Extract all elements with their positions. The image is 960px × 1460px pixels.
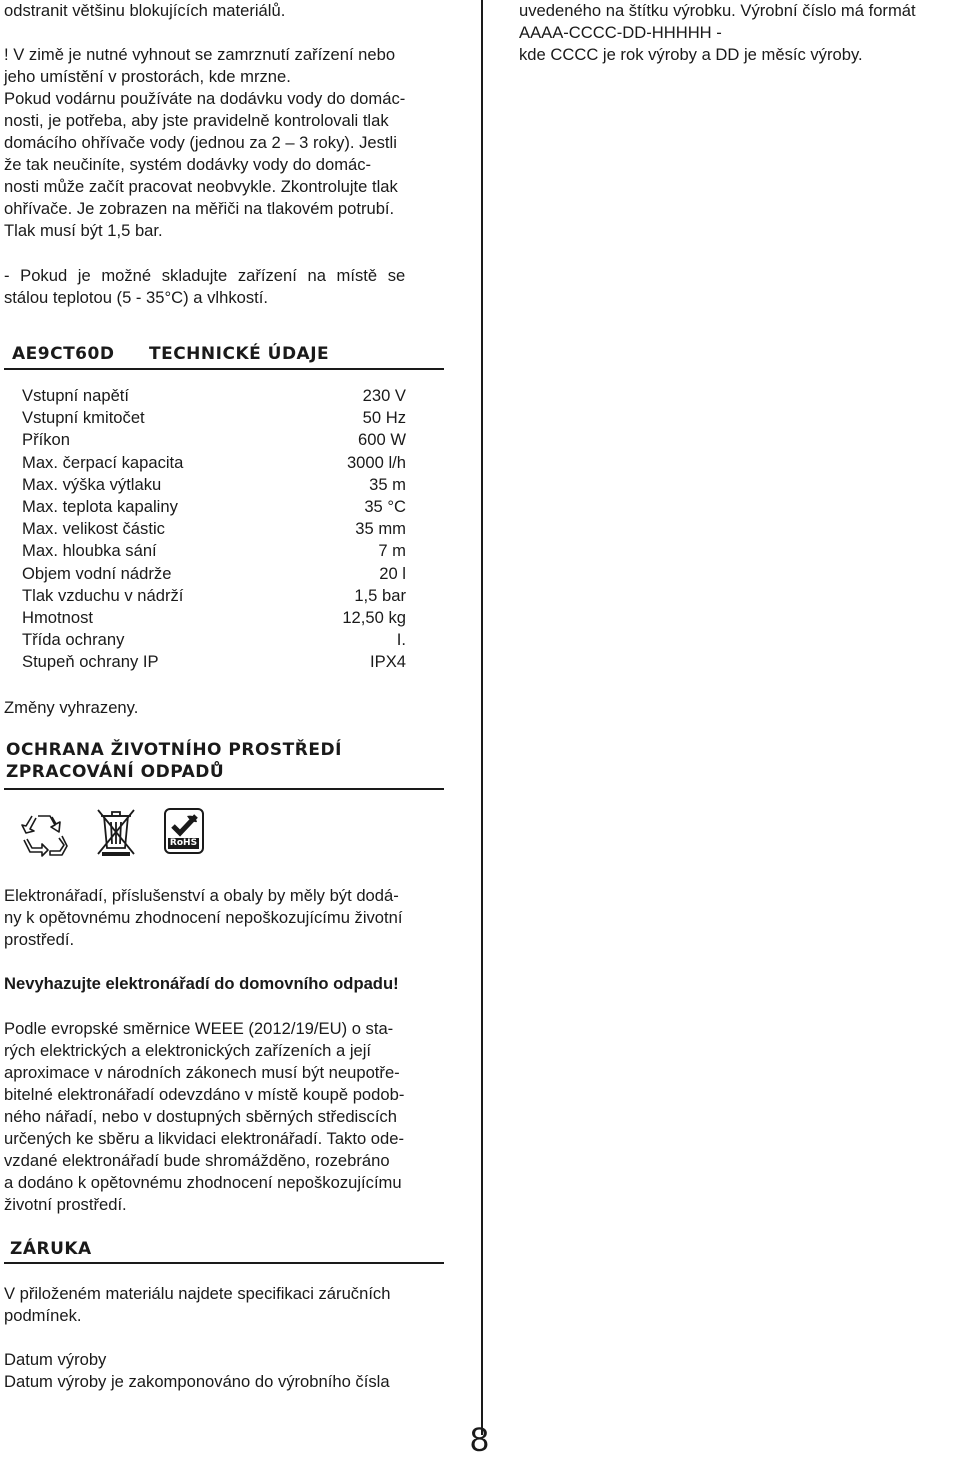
text-line: podmínek. (4, 1306, 82, 1325)
spec-row (22, 585, 406, 607)
text-line: ného nářadí, nebo v dostupných sběrných střediscích (4, 1107, 397, 1126)
production-date-text: Datum výroby je zakomponováno do výrobního čísla (4, 1372, 390, 1391)
spec-value: 230 V (362, 386, 406, 405)
text-line: prostředí. (4, 930, 75, 949)
warranty-paragraph (4, 1283, 444, 1327)
text-line: aproximace v národních zákonech musí být neupotře- (4, 1063, 400, 1082)
spec-label: Max. výška výtlaku (22, 474, 162, 494)
text-line: rých elektrických a elektronických zařízeních a její (4, 1041, 372, 1060)
text-line: bitelné elektronářadí odevzdáno v místě koupě podob- (4, 1085, 405, 1104)
text-line: uvedeného na štítku výrobku. Výrobní číslo má formát (519, 1, 916, 20)
text-line: ! V zimě je nutné vyhnout se zamrznutí zařízení nebo (4, 45, 396, 64)
recycle-icon (18, 810, 70, 862)
spec-row (22, 496, 406, 518)
spec-label: Max. hloubka sání (22, 541, 157, 561)
text-line: Tlak musí být 1,5 bar. (4, 221, 163, 240)
text-line: že tak neučiníte, systém dodávky vody do domác- (4, 155, 372, 174)
spec-label: Vstupní napětí (22, 386, 130, 405)
spec-value: IPX4 (370, 652, 406, 672)
spec-value: 1,5 bar (354, 585, 406, 605)
text-line: určených ke sběru a likvidaci elektronářadí. Takto ode- (4, 1129, 404, 1148)
spec-label: Max. čerpací kapacita (22, 452, 184, 472)
spec-label: Vstupní kmitočet (22, 408, 145, 428)
spec-value: 35 mm (355, 519, 406, 539)
column-divider (481, 0, 483, 1435)
spec-row (22, 429, 406, 451)
spec-label: Objem vodní nádrže (22, 563, 172, 583)
text-line: domácího ohřívače vody (jednou za 2 – 3 roky). Jestli (4, 133, 397, 152)
text-line: Pokud vodárnu používáte na dodávku vody do domác- (4, 89, 406, 108)
text-line: jeho umístění v prostorách, kde mrzne. (4, 67, 291, 86)
spec-row (22, 540, 406, 562)
text-line: ny k opětovnému zhodnocení nepoškozujícímu životní (4, 908, 403, 927)
text-line: nosti může začít pracovat neobvykle. Zkontrolujte tlak (4, 177, 398, 196)
spec-value: 50 Hz (362, 408, 406, 428)
spec-label: Max. velikost částic (22, 519, 165, 539)
text-line: stálou teplotou (5 - 35°C) a vlhkostí. (4, 288, 268, 307)
weee-paragraph (4, 1018, 444, 1216)
winter-paragraph (4, 44, 444, 242)
spec-row (22, 563, 406, 585)
spec-value: 600 W (358, 430, 406, 450)
spec-row (22, 452, 406, 474)
spec-label: Stupeň ochrany IP (22, 652, 159, 672)
changes-note: Změny vyhrazeny. (4, 698, 139, 717)
storage-paragraph (4, 265, 444, 309)
text-line: Elektronářadí, příslušenství a obaly by měly být dodá- (4, 886, 399, 905)
text-line: AAAA-CCCC-DD-HHHHH - (519, 23, 722, 42)
text-line: Podle evropské směrnice WEEE (2012/19/EU) o sta- (4, 1019, 394, 1038)
spec-row (22, 474, 406, 496)
production-date-title: Datum výroby (4, 1350, 107, 1369)
recycling-paragraph (4, 885, 444, 951)
tech-specs-title: TECHNICKÉ ÚDAJE (149, 344, 330, 364)
spec-label: Hmotnost (22, 608, 94, 628)
spec-value: 35 °C (364, 497, 406, 517)
waste-heading-line: ZPRACOVÁNÍ ODPADŮ (6, 762, 225, 782)
spec-label: Příkon (22, 430, 70, 450)
text-line: nosti, je potřeba, aby jste pravidelně kontrolovali tlak (4, 111, 389, 130)
rohs-label: RoHS (169, 838, 198, 848)
spec-value: 7 m (378, 541, 406, 561)
warranty-title: ZÁRUKA (10, 1239, 92, 1259)
crossed-bin-icon (94, 806, 138, 858)
text-line: V přiloženém materiálu najdete specifikaci záručních (4, 1284, 391, 1303)
right-column (519, 0, 959, 66)
spec-label: Max. teplota kapaliny (22, 497, 178, 517)
environment-icons (18, 806, 218, 866)
spec-value: 3000 l/h (346, 452, 406, 472)
model-code: AE9CT60D (12, 344, 115, 364)
text-line: a dodáno k opětovnému zhodnocení nepoškozujícímu (4, 1173, 402, 1192)
environment-heading (4, 736, 444, 790)
text-line: vzdané elektronářadí bude shromážděno, rozebráno (4, 1151, 390, 1170)
tech-specs-heading (4, 342, 444, 370)
text-line: - Pokud je možné skladujte zařízení na místě se (4, 266, 406, 285)
spec-label: Tlak vzduchu v nádrží (22, 585, 184, 605)
text-line: kde CCCC je rok výroby a DD je měsíc výroby. (519, 45, 863, 64)
disposal-warning: Nevyhazujte elektronářadí do domovního odpadu! (4, 974, 399, 993)
warranty-heading (4, 1236, 444, 1264)
spec-row (22, 385, 406, 407)
spec-row (22, 518, 406, 540)
spec-row (22, 407, 406, 429)
page-number: 8 (470, 1421, 489, 1459)
spec-table (22, 385, 406, 674)
spec-value: 12,50 kg (342, 608, 406, 628)
check-leaf-icon (167, 812, 202, 838)
spec-value: I. (396, 630, 406, 650)
rohs-icon (164, 808, 204, 854)
spec-row (22, 651, 406, 673)
text-line: ohřívače. Je zobrazen na měřiči na tlakovém potrubí. (4, 199, 395, 218)
intro-line: odstranit většinu blokujících materiálů. (4, 1, 286, 20)
spec-label: Třída ochrany (22, 630, 125, 650)
spec-row (22, 607, 406, 629)
spec-value: 20 l (379, 563, 406, 583)
text-line: životní prostředí. (4, 1195, 127, 1214)
environment-heading-line: OCHRANA ŽIVOTNÍHO PROSTŘEDÍ (6, 740, 342, 760)
spec-value: 35 m (369, 474, 406, 494)
spec-row (22, 629, 406, 651)
